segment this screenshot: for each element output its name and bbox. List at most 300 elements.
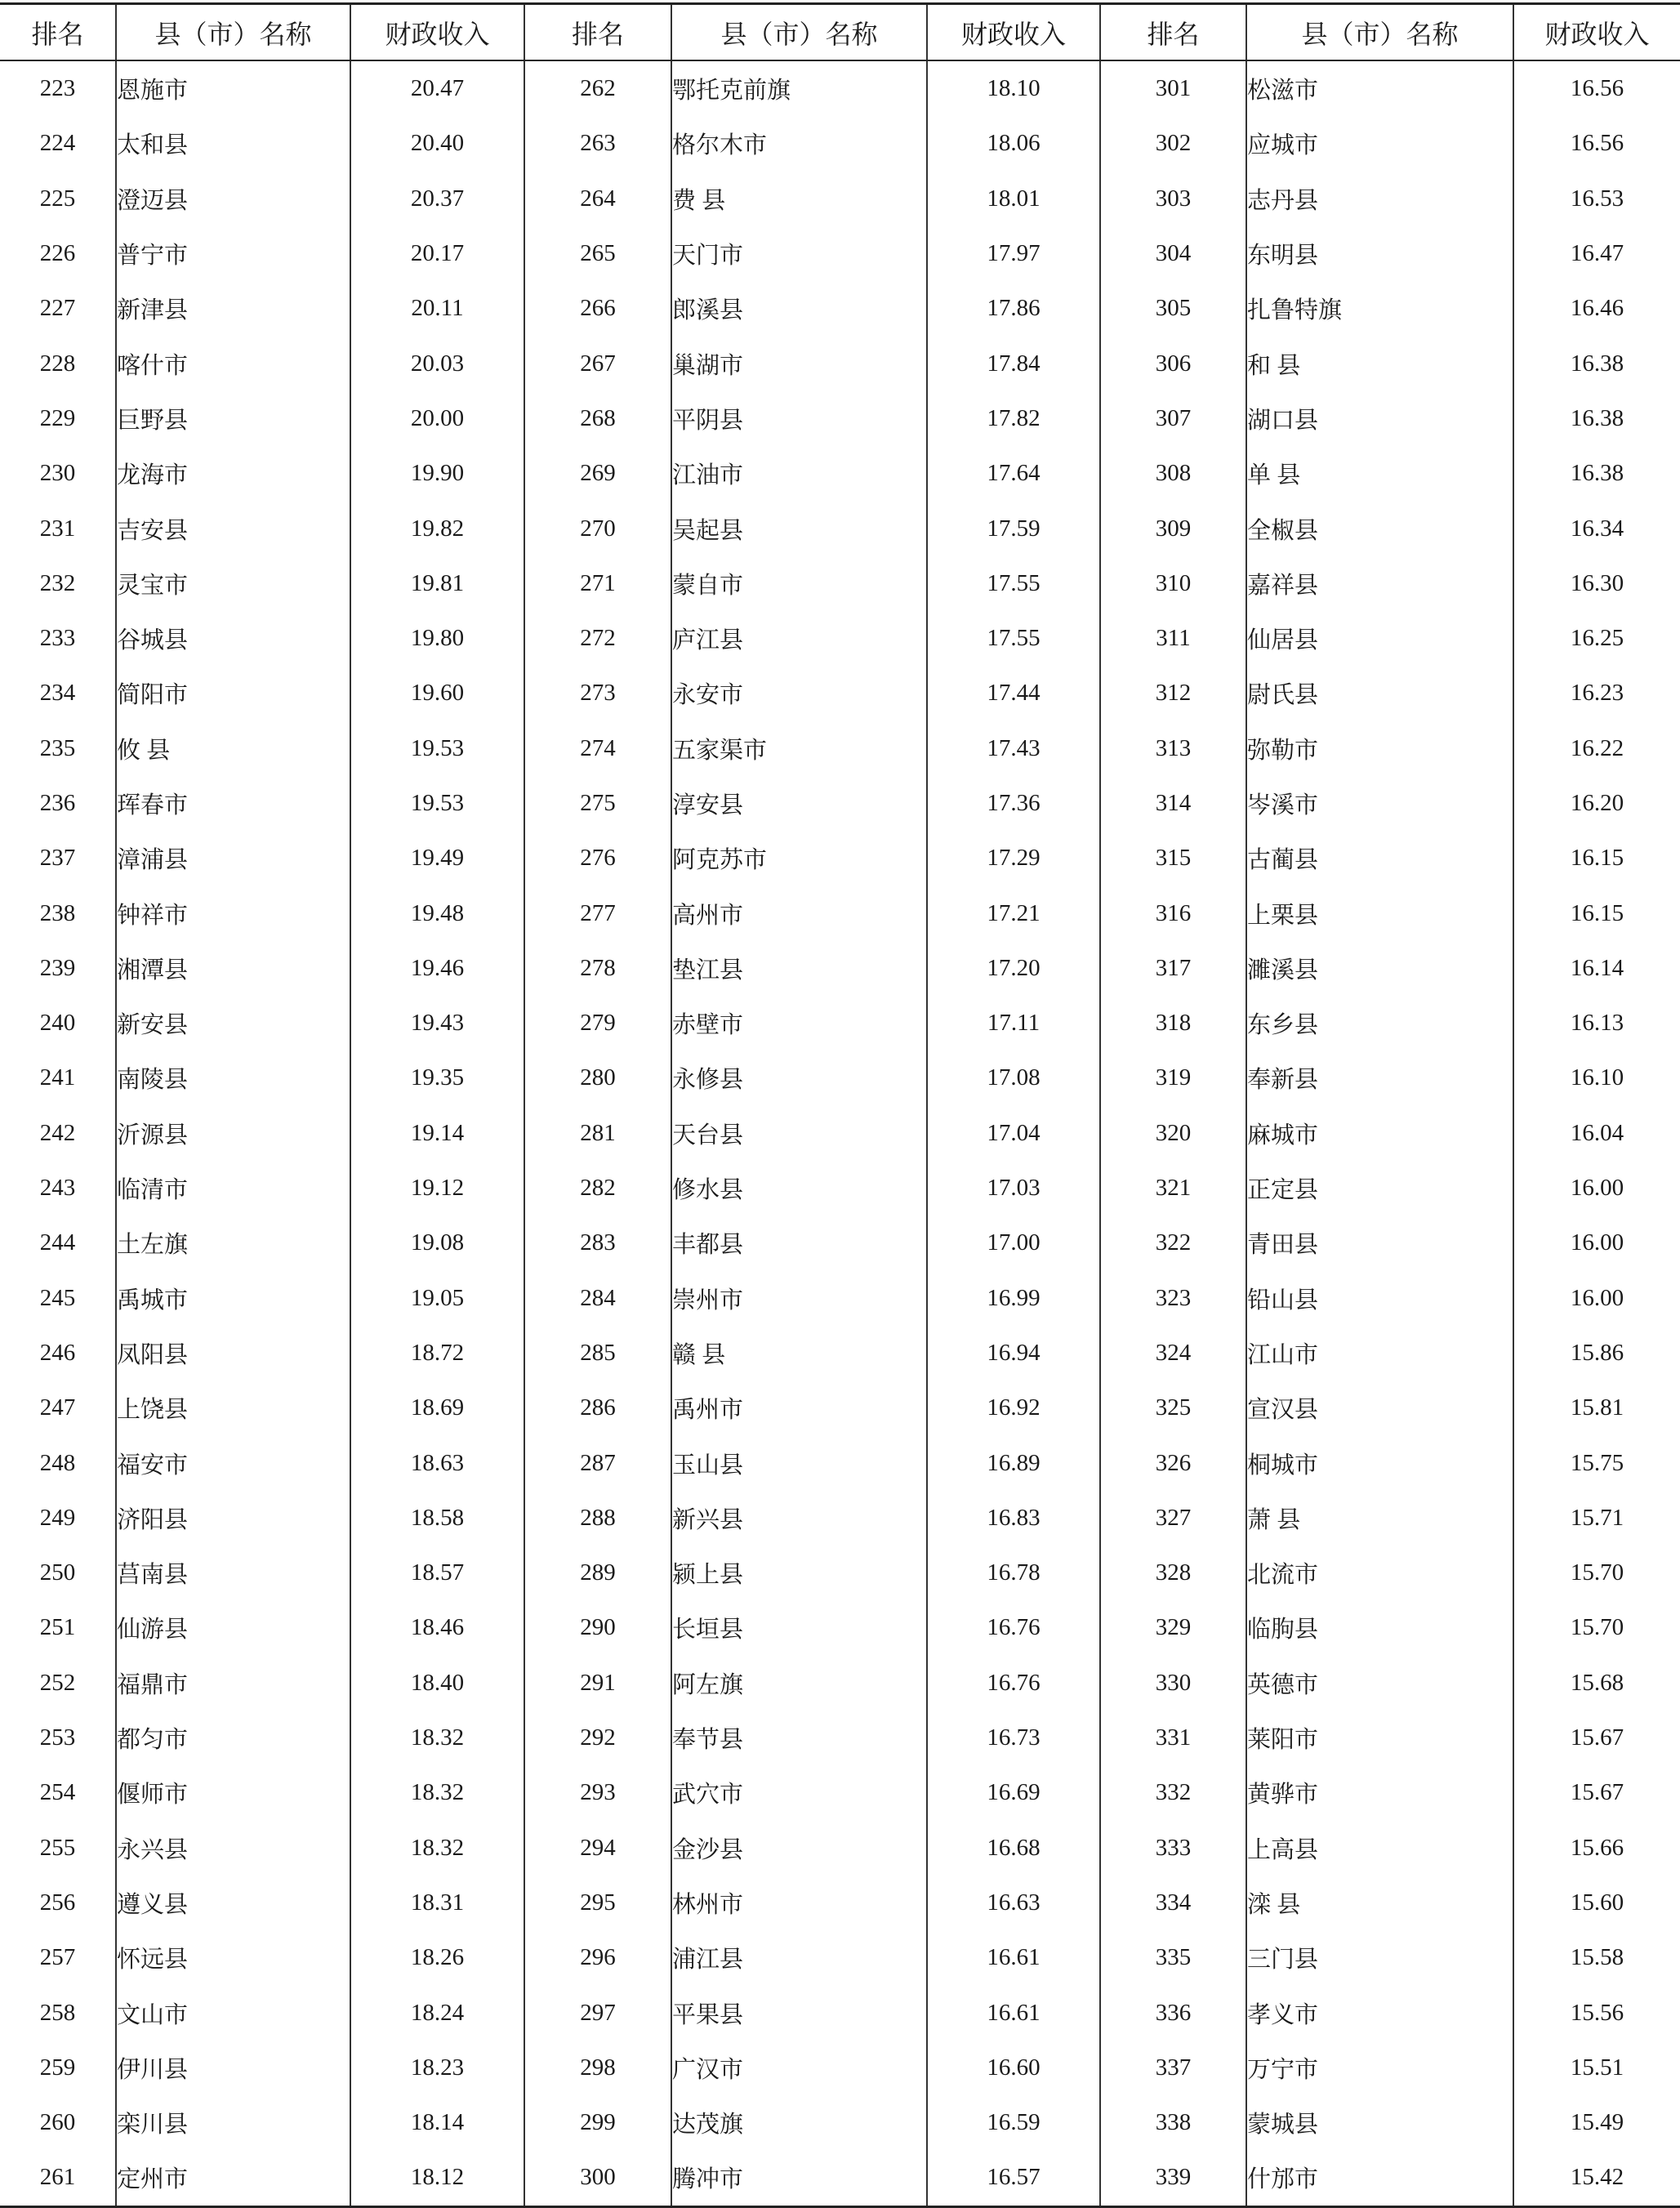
table-row [0,172,1680,226]
county-name-cell: 福安市 [116,1435,350,1490]
rank-cell: 319 [1100,1050,1246,1105]
fiscal-revenue-cell: 18.46 [350,1600,524,1655]
rank-cell: 289 [524,1546,671,1600]
rank-cell: 249 [39,1504,76,1531]
header-fiscal-revenue: 财政收入 [350,4,524,61]
rank-cell: 233 [39,625,76,652]
rank-cell: 261 [0,2150,116,2206]
county-fiscal-revenue-table [0,2,1680,2208]
fiscal-revenue-cell: 19.05 [350,1271,524,1326]
fiscal-revenue-cell: 18.32 [350,1765,524,1820]
county-name-cell: 钟祥市 [116,885,350,940]
fiscal-revenue-cell: 19.14 [350,1106,524,1161]
table-row [0,2150,1680,2206]
header-fiscal-revenue: 财政收入 [1513,4,1680,61]
rank-cell: 339 [1100,2150,1246,2206]
rank-cell: 267 [524,336,671,390]
county-name-cell: 永兴县 [116,1821,350,1876]
fiscal-revenue-cell: 16.30 [1513,556,1680,611]
rank-cell: 263 [524,116,671,171]
county-name-cell: 蒙自市 [671,556,927,611]
table-row [0,776,1680,831]
fiscal-revenue-cell: 17.36 [927,776,1100,831]
county-name-cell: 沂源县 [116,1106,350,1161]
county-name-cell: 莒南县 [116,1546,350,1600]
fiscal-revenue-cell: 16.73 [927,1711,1100,1765]
header-rank: 排名 [1100,4,1246,61]
county-name-cell: 莱阳市 [1246,1711,1513,1765]
rank-cell: 270 [524,501,671,555]
county-name-cell: 丰都县 [671,1216,927,1270]
rank-cell: 326 [1100,1435,1246,1490]
fiscal-revenue-cell: 18.32 [350,1711,524,1765]
fiscal-revenue-cell: 18.72 [350,1326,524,1381]
fiscal-revenue-cell: 16.25 [1513,611,1680,666]
county-name-cell: 正定县 [1246,1161,1513,1216]
rank-cell: 330 [1100,1656,1246,1711]
table-row [0,1765,1680,1820]
table-row [0,941,1680,996]
fiscal-revenue-cell: 17.11 [927,996,1100,1050]
fiscal-revenue-cell: 19.53 [350,776,524,831]
county-name-cell: 遵义县 [116,1876,350,1930]
county-name-cell: 喀什市 [116,336,350,390]
fiscal-revenue-cell: 18.24 [350,1985,524,2040]
rank-cell: 314 [1100,776,1246,831]
county-name-cell: 都匀市 [116,1711,350,1765]
rank-cell: 234 [39,680,76,707]
fiscal-revenue-cell: 17.55 [927,556,1100,611]
rank-cell: 304 [1100,226,1246,281]
county-name-cell: 福鼎市 [116,1656,350,1711]
county-name-cell: 灵宝市 [116,556,350,611]
rank-cell: 324 [1100,1326,1246,1381]
rank-cell: 227 [39,295,76,322]
fiscal-revenue-cell: 16.60 [927,2041,1100,2095]
rank-cell: 223 [39,75,76,102]
table-row [0,885,1680,940]
fiscal-revenue-cell: 16.53 [1513,172,1680,226]
county-name-cell: 土左旗 [116,1216,350,1270]
rank-cell: 237 [39,845,76,872]
rank-cell: 335 [1100,1930,1246,1985]
rank-cell: 307 [1100,391,1246,446]
fiscal-revenue-cell: 16.38 [1513,391,1680,446]
fiscal-revenue-cell: 17.00 [927,1216,1100,1270]
county-name-cell: 新津县 [116,281,350,336]
rank-cell: 248 [39,1449,76,1476]
table-row [0,391,1680,446]
county-name-cell: 鄂托克前旗 [671,60,927,116]
fiscal-revenue-cell: 20.17 [350,226,524,281]
fiscal-revenue-cell: 18.40 [350,1656,524,1711]
fiscal-revenue-cell: 16.38 [1513,446,1680,501]
county-name-cell: 天台县 [671,1106,927,1161]
rank-cell: 258 [39,1999,76,2026]
county-name-cell: 尉氏县 [1246,666,1513,720]
county-name-cell: 英德市 [1246,1656,1513,1711]
county-name-cell: 奉新县 [1246,1050,1513,1105]
fiscal-revenue-cell: 15.67 [1513,1765,1680,1820]
rank-cell: 303 [1100,172,1246,226]
county-name-cell: 玉山县 [671,1435,927,1490]
table-row [0,1821,1680,1876]
header-row [0,4,1680,61]
rank-cell: 275 [524,776,671,831]
fiscal-revenue-cell: 18.14 [350,2095,524,2150]
rank-cell: 300 [524,2150,671,2206]
rank-cell: 242 [39,1119,76,1146]
rank-cell: 244 [39,1229,76,1256]
county-name-cell: 和 县 [1246,336,1513,390]
county-name-cell: 扎鲁特旗 [1246,281,1513,336]
rank-cell: 264 [524,172,671,226]
county-name-cell: 格尔木市 [671,116,927,171]
county-name-cell: 龙海市 [116,446,350,501]
fiscal-revenue-cell: 18.69 [350,1381,524,1435]
county-name-cell: 颍上县 [671,1546,927,1600]
fiscal-revenue-cell: 19.48 [350,885,524,940]
county-name-cell: 仙居县 [1246,611,1513,666]
county-name-cell: 简阳市 [116,666,350,720]
fiscal-revenue-cell: 16.38 [1513,336,1680,390]
county-name-cell: 滦 县 [1246,1876,1513,1930]
fiscal-revenue-cell: 17.20 [927,941,1100,996]
county-name-cell: 湖口县 [1246,391,1513,446]
fiscal-revenue-cell: 16.69 [927,1765,1100,1820]
county-name-cell: 江山市 [1246,1326,1513,1381]
table-row [0,1050,1680,1105]
fiscal-revenue-cell: 16.00 [1513,1216,1680,1270]
rank-cell: 231 [39,515,76,542]
rank-cell: 246 [39,1339,76,1366]
rank-cell: 254 [39,1779,76,1806]
rank-cell: 243 [39,1175,76,1202]
rank-cell: 272 [524,611,671,666]
rank-cell: 311 [1100,611,1246,666]
rank-cell: 247 [39,1394,76,1421]
fiscal-revenue-cell: 18.31 [350,1876,524,1930]
county-name-cell: 达茂旗 [671,2095,927,2150]
fiscal-revenue-cell: 18.32 [350,1821,524,1876]
fiscal-revenue-cell: 19.49 [350,831,524,885]
rank-cell: 337 [1100,2041,1246,2095]
county-name-cell: 上饶县 [116,1381,350,1435]
rank-cell: 329 [1100,1600,1246,1655]
county-name-cell: 黄骅市 [1246,1765,1513,1820]
rank-cell: 292 [524,1711,671,1765]
county-name-cell: 高州市 [671,885,927,940]
table-row [0,1326,1680,1381]
rank-cell: 321 [1100,1161,1246,1216]
rank-cell: 325 [1100,1381,1246,1435]
county-name-cell: 恩施市 [116,60,350,116]
county-name-cell: 新兴县 [671,1491,927,1546]
fiscal-revenue-cell: 16.00 [1513,1161,1680,1216]
fiscal-revenue-cell: 16.00 [1513,1271,1680,1326]
table-row [0,996,1680,1050]
fiscal-revenue-cell: 15.56 [1513,1985,1680,2040]
fiscal-revenue-cell: 20.03 [350,336,524,390]
county-name-cell: 蒙城县 [1246,2095,1513,2150]
rank-cell: 232 [39,569,76,596]
table-row [0,60,1680,116]
table-row [0,611,1680,666]
fiscal-revenue-cell: 18.10 [927,60,1100,116]
rank-cell: 225 [39,185,76,212]
rank-cell: 333 [1100,1821,1246,1876]
header-rank: 排名 [0,4,116,61]
fiscal-revenue-cell: 17.43 [927,721,1100,776]
fiscal-revenue-cell: 15.70 [1513,1546,1680,1600]
fiscal-revenue-cell: 16.46 [1513,281,1680,336]
rank-cell: 277 [524,885,671,940]
rank-cell: 241 [39,1064,76,1091]
table-row [0,1435,1680,1490]
county-name-cell: 济阳县 [116,1491,350,1546]
fiscal-revenue-cell: 18.57 [350,1546,524,1600]
header-county-name: 县（市）名称 [1246,4,1513,61]
table-row [0,116,1680,171]
rank-cell: 291 [524,1656,671,1711]
county-name-cell: 南陵县 [116,1050,350,1105]
county-name-cell: 文山市 [116,1985,350,2040]
rank-cell: 271 [524,556,671,611]
fiscal-revenue-cell: 19.35 [350,1050,524,1105]
rank-cell: 273 [524,666,671,720]
rank-cell: 315 [1100,831,1246,885]
county-name-cell: 嘉祥县 [1246,556,1513,611]
fiscal-revenue-cell: 17.04 [927,1106,1100,1161]
fiscal-revenue-cell: 15.68 [1513,1656,1680,1711]
fiscal-revenue-cell: 20.47 [350,60,524,116]
fiscal-revenue-cell: 16.14 [1513,941,1680,996]
county-name-cell: 什邡市 [1246,2150,1513,2206]
rank-cell: 278 [524,941,671,996]
table-row [0,281,1680,336]
rank-cell: 301 [1100,60,1246,116]
fiscal-revenue-cell: 16.56 [1513,116,1680,171]
fiscal-revenue-cell: 15.67 [1513,1711,1680,1765]
table-row [0,831,1680,885]
fiscal-revenue-cell: 16.47 [1513,226,1680,281]
county-name-cell: 林州市 [671,1876,927,1930]
county-name-cell: 长垣县 [671,1600,927,1655]
rank-cell: 309 [1100,501,1246,555]
fiscal-revenue-cell: 15.86 [1513,1326,1680,1381]
county-name-cell: 单 县 [1246,446,1513,501]
county-name-cell: 五家渠市 [671,721,927,776]
rank-cell: 322 [1100,1216,1246,1270]
table-row [0,1711,1680,1765]
fiscal-revenue-cell: 16.04 [1513,1106,1680,1161]
county-name-cell: 珲春市 [116,776,350,831]
fiscal-revenue-cell: 17.84 [927,336,1100,390]
rank-cell: 332 [1100,1765,1246,1820]
county-name-cell: 永修县 [671,1050,927,1105]
rank-cell: 262 [524,60,671,116]
rank-cell: 253 [39,1724,76,1751]
county-name-cell: 赤壁市 [671,996,927,1050]
rank-cell: 284 [524,1271,671,1326]
fiscal-revenue-cell: 16.94 [927,1326,1100,1381]
fiscal-revenue-cell: 15.66 [1513,1821,1680,1876]
county-name-cell: 上栗县 [1246,885,1513,940]
county-name-cell: 江油市 [671,446,927,501]
fiscal-revenue-cell: 18.12 [350,2150,524,2206]
fiscal-revenue-cell: 17.64 [927,446,1100,501]
county-name-cell: 全椒县 [1246,501,1513,555]
county-name-cell: 岑溪市 [1246,776,1513,831]
rank-cell: 288 [524,1491,671,1546]
rank-cell: 317 [1100,941,1246,996]
county-name-cell: 腾冲市 [671,2150,927,2206]
rank-cell: 298 [524,2041,671,2095]
county-name-cell: 阿克苏市 [671,831,927,885]
rank-cell: 312 [1100,666,1246,720]
county-name-cell: 垫江县 [671,941,927,996]
table-row [0,1876,1680,1930]
county-name-cell: 濉溪县 [1246,941,1513,996]
fiscal-revenue-cell: 18.23 [350,2041,524,2095]
rank-cell: 328 [1100,1546,1246,1600]
rank-cell: 287 [524,1435,671,1490]
rank-cell: 305 [1100,281,1246,336]
rank-cell: 257 [39,1944,76,1971]
table-row [0,1930,1680,1985]
county-name-cell: 普宁市 [116,226,350,281]
county-name-cell: 东乡县 [1246,996,1513,1050]
county-name-cell: 修水县 [671,1161,927,1216]
rank-cell: 338 [1100,2095,1246,2150]
table-row [0,2041,1680,2095]
fiscal-revenue-cell: 19.53 [350,721,524,776]
fiscal-revenue-cell: 15.51 [1513,2041,1680,2095]
fiscal-revenue-cell: 19.82 [350,501,524,555]
fiscal-revenue-cell: 16.20 [1513,776,1680,831]
county-name-cell: 万宁市 [1246,2041,1513,2095]
fiscal-revenue-cell: 15.71 [1513,1491,1680,1546]
fiscal-revenue-cell: 16.61 [927,1985,1100,2040]
fiscal-revenue-cell: 16.22 [1513,721,1680,776]
fiscal-revenue-cell: 17.21 [927,885,1100,940]
county-name-cell: 伊川县 [116,2041,350,2095]
rank-cell: 310 [1100,556,1246,611]
fiscal-revenue-cell: 20.11 [350,281,524,336]
table-row [0,666,1680,720]
county-name-cell: 平果县 [671,1985,927,2040]
county-name-cell: 桐城市 [1246,1435,1513,1490]
rank-cell: 260 [39,2109,76,2136]
county-name-cell: 栾川县 [116,2095,350,2150]
rank-cell: 320 [1100,1106,1246,1161]
county-name-cell: 铅山县 [1246,1271,1513,1326]
fiscal-revenue-cell: 19.81 [350,556,524,611]
rank-cell: 280 [524,1050,671,1105]
county-name-cell: 湘潭县 [116,941,350,996]
fiscal-revenue-cell: 16.15 [1513,885,1680,940]
rank-cell: 306 [1100,336,1246,390]
table-row [0,1600,1680,1655]
rank-cell: 224 [39,130,76,157]
county-name-cell: 庐江县 [671,611,927,666]
fiscal-revenue-cell: 15.58 [1513,1930,1680,1985]
fiscal-revenue-cell: 17.55 [927,611,1100,666]
county-name-cell: 志丹县 [1246,172,1513,226]
table-row [0,2095,1680,2150]
county-name-cell: 应城市 [1246,116,1513,171]
county-name-cell: 东明县 [1246,226,1513,281]
rank-cell: 252 [39,1669,76,1696]
header-county-name: 县（市）名称 [671,4,927,61]
county-name-cell: 弥勒市 [1246,721,1513,776]
fiscal-revenue-cell: 17.82 [927,391,1100,446]
fiscal-revenue-cell: 16.34 [1513,501,1680,555]
fiscal-revenue-cell: 16.23 [1513,666,1680,720]
fiscal-revenue-cell: 16.92 [927,1381,1100,1435]
county-name-cell: 北流市 [1246,1546,1513,1600]
county-name-cell: 定州市 [116,2150,350,2206]
fiscal-revenue-cell: 16.61 [927,1930,1100,1985]
rank-cell: 279 [524,996,671,1050]
county-name-cell: 淳安县 [671,776,927,831]
county-name-cell: 金沙县 [671,1821,927,1876]
table-row [0,1216,1680,1270]
county-name-cell: 三门县 [1246,1930,1513,1985]
fiscal-revenue-cell: 18.06 [927,116,1100,171]
rank-cell: 240 [39,1010,76,1037]
county-name-cell: 澄迈县 [116,172,350,226]
county-name-cell: 古蔺县 [1246,831,1513,885]
fiscal-revenue-cell: 16.68 [927,1821,1100,1876]
county-name-cell: 吉安县 [116,501,350,555]
county-name-cell: 攸 县 [116,721,350,776]
fiscal-revenue-cell: 16.57 [927,2150,1100,2206]
fiscal-revenue-cell: 16.83 [927,1491,1100,1546]
county-name-cell: 平阴县 [671,391,927,446]
fiscal-revenue-cell: 18.58 [350,1491,524,1546]
county-name-cell: 宣汉县 [1246,1381,1513,1435]
rank-cell: 286 [524,1381,671,1435]
table-row [0,1381,1680,1435]
fiscal-revenue-cell: 15.75 [1513,1435,1680,1490]
fiscal-revenue-cell: 19.43 [350,996,524,1050]
county-name-cell: 临朐县 [1246,1600,1513,1655]
fiscal-revenue-cell: 17.29 [927,831,1100,885]
fiscal-revenue-cell: 18.01 [927,172,1100,226]
county-name-cell: 禹城市 [116,1271,350,1326]
rank-cell: 299 [524,2095,671,2150]
county-name-cell: 偃师市 [116,1765,350,1820]
header-county-name: 县（市）名称 [116,4,350,61]
rank-cell: 331 [1100,1711,1246,1765]
table-row [0,1106,1680,1161]
table-row [0,1271,1680,1326]
fiscal-revenue-cell: 16.59 [927,2095,1100,2150]
rank-cell: 308 [1100,446,1246,501]
county-name-cell: 凤阳县 [116,1326,350,1381]
fiscal-revenue-cell: 15.60 [1513,1876,1680,1930]
county-name-cell: 巨野县 [116,391,350,446]
rank-cell: 245 [39,1284,76,1311]
rank-cell: 226 [39,240,76,267]
table-row [0,1161,1680,1216]
table-row [0,226,1680,281]
county-name-cell: 松滋市 [1246,60,1513,116]
fiscal-revenue-cell: 15.49 [1513,2095,1680,2150]
county-name-cell: 孝义市 [1246,1985,1513,2040]
rank-cell: 334 [1100,1876,1246,1930]
